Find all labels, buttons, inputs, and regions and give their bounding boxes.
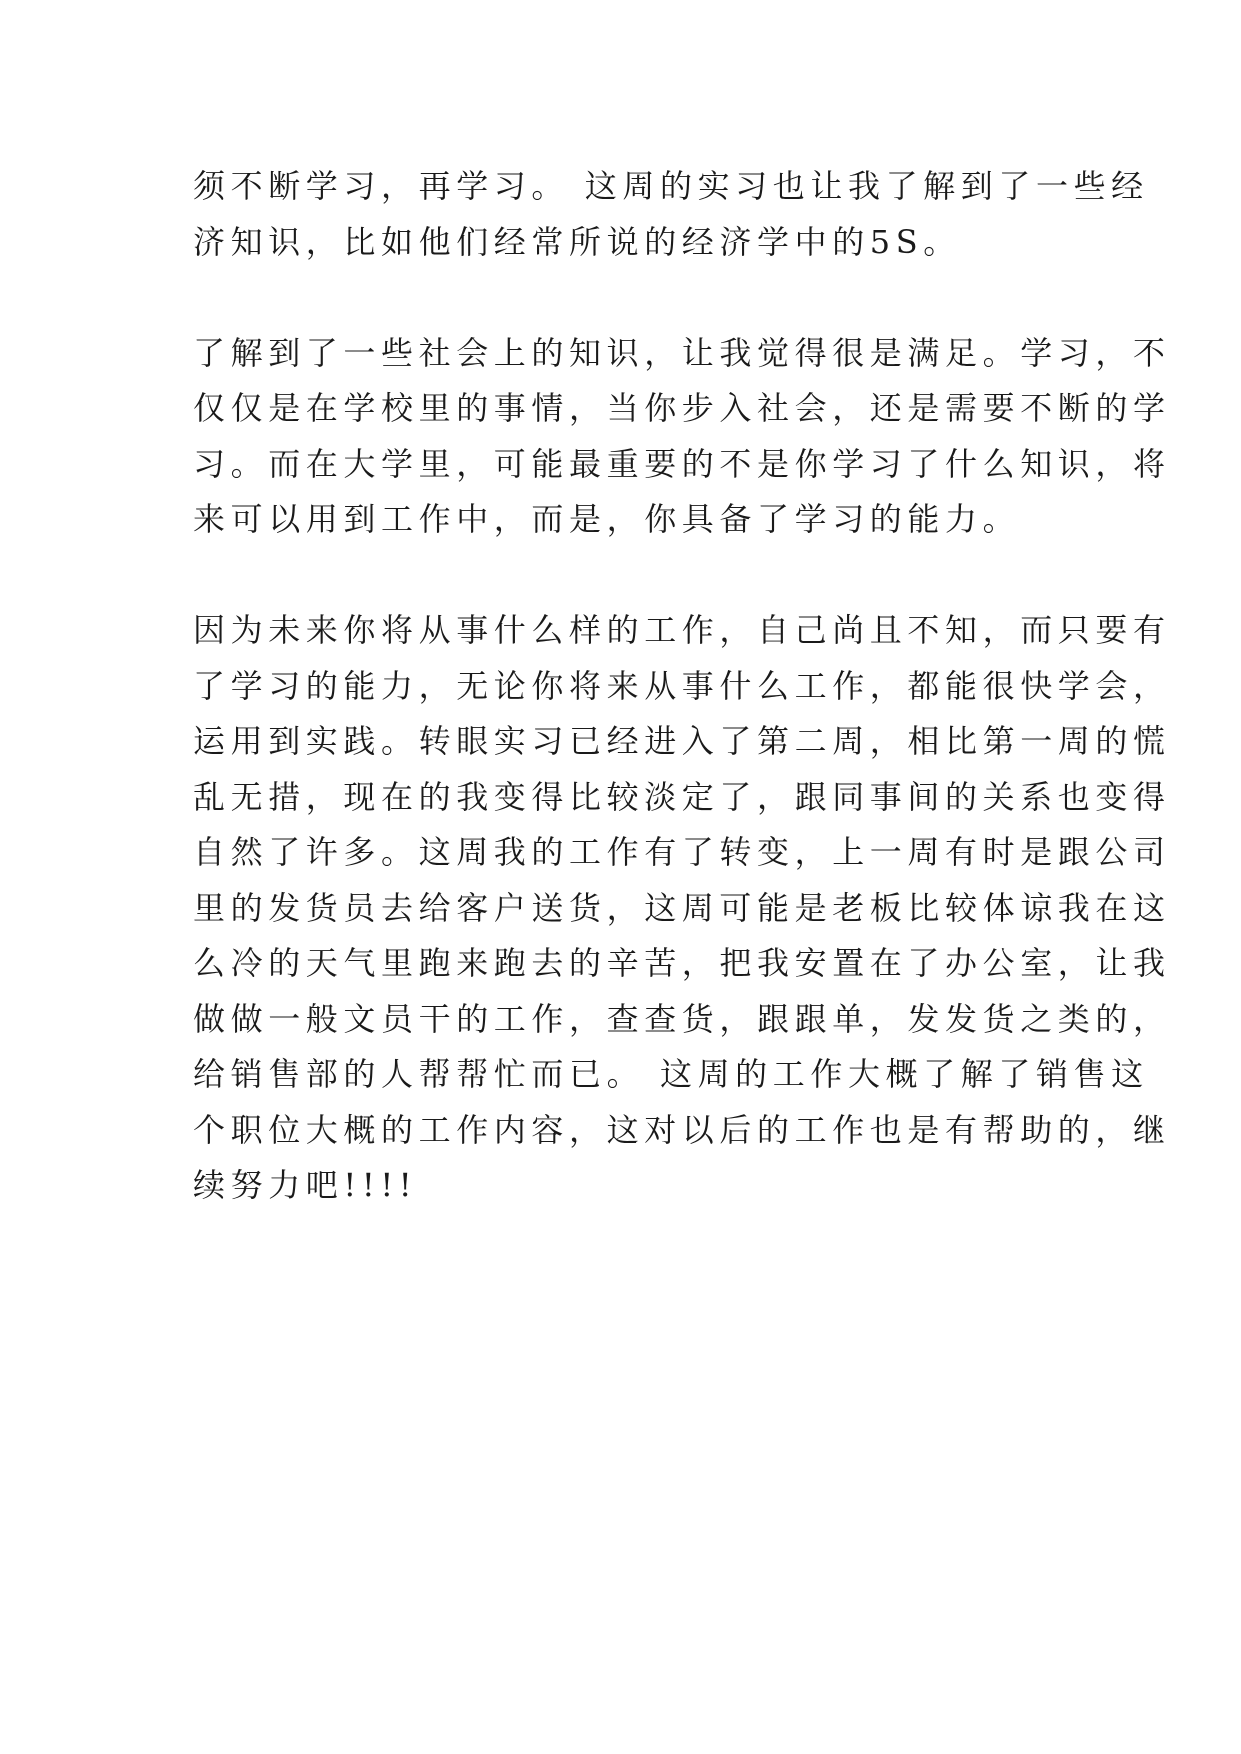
text-line: 济知识，比如他们经常所说的经济学中的5S。 xyxy=(193,222,961,261)
text-line: 里的发货员去给客户送货，这周可能是老板比较体谅我在这 xyxy=(193,888,1171,927)
text-line: 么冷的天气里跑来跑去的辛苦，把我安置在了办公室，让我 xyxy=(193,944,1171,982)
text-line: 习。而在大学里，可能最重要的不是你学习了什么知识，将 xyxy=(193,444,1171,483)
text-line: 给销售部的人帮帮忙而已。 这周的工作大概了解了销售这 xyxy=(193,1055,1149,1093)
text-line: 了解到了一些社会上的知识，让我觉得很是满足。学习，不 xyxy=(193,333,1171,372)
text-line: 运用到实践。转眼实习已经进入了第二周，相比第一周的慌 xyxy=(193,722,1171,760)
text-line: 仅仅是在学校里的事情，当你步入社会，还是需要不断的学 xyxy=(193,389,1171,427)
text-line: 乱无措，现在的我变得比较淡定了，跟同事间的关系也变得 xyxy=(193,777,1171,816)
text-line: 自然了许多。这周我的工作有了转变，上一周有时是跟公司 xyxy=(193,833,1171,871)
text-line: 续努力吧!!!! xyxy=(193,1166,418,1204)
paragraph-1 xyxy=(193,159,1149,270)
text-line: 来可以用到工作中，而是，你具备了学习的能力。 xyxy=(193,500,1021,538)
text-line: 了学习的能力，无论你将来从事什么工作，都能很快学会， xyxy=(193,666,1171,705)
text-line: 做做一般文员干的工作，查查货，跟跟单，发发货之类的， xyxy=(193,999,1171,1038)
paragraph-2 xyxy=(193,326,1171,548)
text-line: 因为未来你将从事什么样的工作，自己尚且不知，而只要有 xyxy=(193,611,1171,649)
document-body xyxy=(193,159,1171,1214)
text-line: 须不断学习，再学习。 这周的实习也让我了解到了一些经 xyxy=(193,167,1149,205)
paragraph-3 xyxy=(193,603,1171,1214)
text-line: 个职位大概的工作内容，这对以后的工作也是有帮助的，继 xyxy=(193,1110,1171,1149)
